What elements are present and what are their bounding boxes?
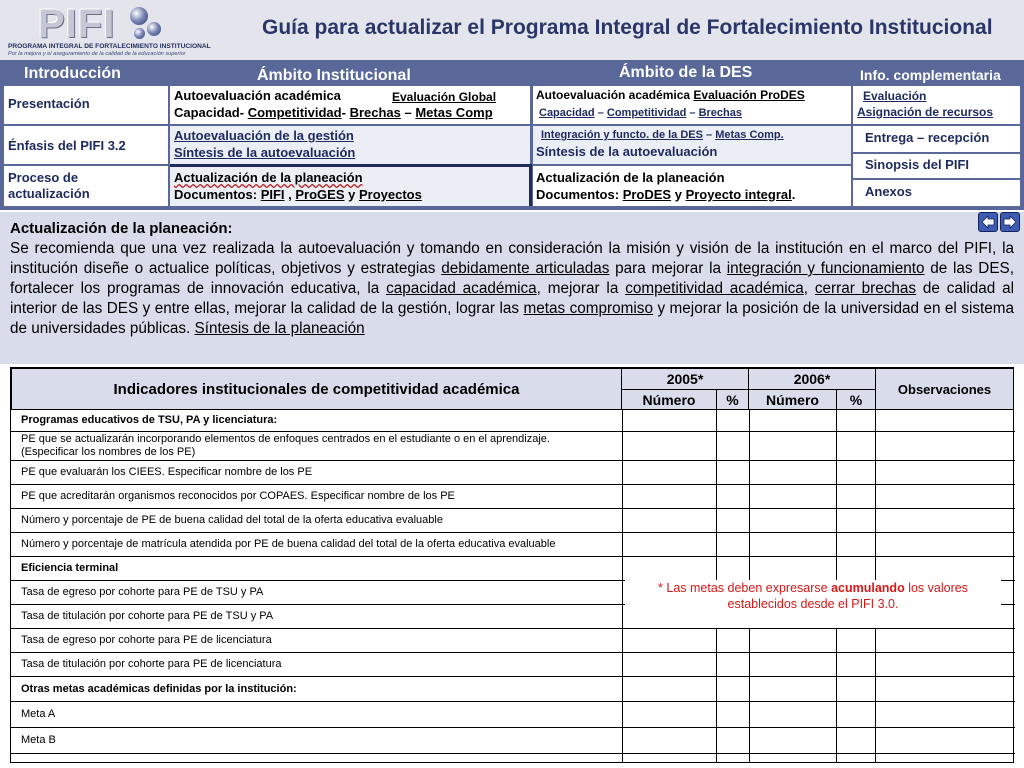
body-text-6: de calidad al interior de las DES y entre ellas, mejorar la calidad de la gestión, lograr las	[10, 280, 1014, 317]
row-label-text: Meta B	[21, 734, 56, 746]
link-integracion-funcionamiento[interactable]: integración y funcionamiento	[726, 260, 925, 277]
inst-autoevaluacion-academica[interactable]: Autoevaluación académica	[174, 88, 341, 103]
inst-capacidad[interactable]: Capacidad	[174, 105, 240, 120]
inst-brechas[interactable]: Brechas	[349, 105, 401, 120]
info-cell-evaluacion[interactable]	[853, 86, 1020, 124]
des-integracion-functo[interactable]: Integración y functo. de la DES	[541, 129, 703, 141]
year-2006-header: 2006*	[748, 368, 876, 390]
des-capacidad-row: Capacidad – Competitividad – Brechas	[539, 107, 742, 119]
row-label-text: PE que evaluarán los CIEES. Especificar nombre de los PE	[21, 466, 313, 478]
des-cell-autoevaluacion[interactable]	[533, 86, 851, 124]
row-label-text: Eficiencia terminal	[21, 562, 119, 574]
des-metas-comp[interactable]: Metas Comp.	[715, 129, 784, 141]
header-ambito-des[interactable]: Ámbito de la DES	[619, 64, 753, 81]
row-label	[11, 557, 622, 580]
row-label	[11, 581, 622, 604]
body-text-2: para mejorar la	[615, 260, 721, 277]
info-cell-anexos[interactable]	[853, 180, 1020, 206]
des-autoevaluacion-row	[536, 88, 805, 102]
des-cell-planeacion[interactable]	[533, 166, 851, 206]
section-title: Actualización de la planeación:	[10, 220, 233, 237]
link-evaluacion[interactable]: Evaluación	[863, 89, 927, 103]
link-debidamente-articuladas[interactable]: debidamente articuladas	[441, 260, 610, 277]
table-row	[11, 728, 1015, 754]
logo-sphere-small	[134, 28, 145, 39]
table-row	[11, 461, 1015, 485]
inst-doc-proges[interactable]: ProGES	[295, 187, 345, 202]
intro-cell-proceso[interactable]	[4, 166, 168, 206]
table-row	[11, 677, 1015, 702]
previous-page-button[interactable]	[978, 212, 998, 232]
logo-word: PIFI	[38, 2, 116, 46]
table-row	[11, 653, 1015, 677]
des-cell-integracion[interactable]	[533, 126, 851, 164]
link-capacidad-academica[interactable]: capacidad académica	[386, 280, 537, 297]
des-documentos-row: Documentos: ProDES y Proyecto integral.	[536, 187, 796, 202]
header-info-complementaria[interactable]: Info. complementaria	[860, 67, 1001, 83]
section-body	[10, 239, 1014, 339]
des-doc-proyecto-integral[interactable]: Proyecto integral	[685, 187, 792, 202]
link-sintesis-planeacion[interactable]: Síntesis de la planeación	[194, 320, 365, 337]
table-row	[11, 557, 1015, 581]
des-integracion-row: Integración y functo. de la DES – Metas Comp.	[541, 129, 784, 141]
des-capacidad[interactable]: Capacidad	[539, 107, 595, 119]
row-label-text: PE que acreditarán organismos reconocidos por COPAES. Especificar nombre de los PE	[21, 490, 455, 502]
row-label-text: Tasa de titulación por cohorte para PE de licenciatura	[21, 658, 282, 670]
body-text-5: ,	[803, 280, 809, 297]
row-label	[11, 728, 622, 753]
des-doc-prodes[interactable]: ProDES	[622, 187, 672, 202]
row-label	[11, 653, 622, 676]
link-metas-compromiso[interactable]: metas compromiso	[523, 300, 653, 317]
inst-metas-comp[interactable]: Metas Comp	[415, 105, 493, 120]
inst-doc-proyectos[interactable]: Proyectos	[358, 187, 422, 202]
inst-actualizacion-planeacion[interactable]: Actualización de la planeación	[174, 170, 363, 185]
body-text-3: de las DES, fortalecer los programas de innovación educativa, la	[10, 260, 1015, 297]
logo-sphere-mid	[147, 22, 161, 36]
inst-cell-autoevaluacion[interactable]	[170, 86, 530, 124]
table-row	[11, 702, 1015, 728]
row-label-text: Tasa de egreso por cohorte para PE de TSU y PA	[21, 586, 264, 598]
row-label-text: Número y porcentaje de PE de buena calidad del total de la oferta educativa evaluable	[21, 514, 443, 526]
inst-cell-planeacion[interactable]	[170, 167, 529, 206]
pct-2005-header: %	[716, 389, 749, 410]
table-row	[11, 410, 1015, 432]
des-autoevaluacion-academica[interactable]: Autoevaluación académica	[536, 88, 691, 102]
inst-cell-gestion[interactable]	[170, 126, 530, 164]
body-text-4: , mejorar la	[536, 280, 619, 297]
inst-autoevaluacion-gestion[interactable]: Autoevaluación de la gestión	[174, 128, 354, 143]
link-presentacion[interactable]: Presentación	[8, 96, 90, 111]
link-proceso-line2[interactable]: actualización	[8, 186, 90, 201]
table-row	[11, 533, 1015, 557]
navigation-panel	[0, 60, 1024, 210]
table-note	[625, 580, 1001, 628]
link-competitividad-academica[interactable]: competitividad académica	[625, 280, 804, 297]
row-label-text: Otras metas académicas definidas por la institución:	[21, 682, 297, 695]
des-brechas[interactable]: Brechas	[698, 107, 742, 119]
link-sinopsis-pifi[interactable]: Sinopsis del PIFI	[865, 157, 970, 172]
row-label-text-2: (Especificar los nombres de los PE)	[21, 446, 196, 458]
column-divider	[622, 410, 623, 762]
row-label-text: Número y porcentaje de matrícula atendida por PE de buena calidad del total de la oferta educativa evaluable	[21, 538, 556, 550]
row-label	[11, 677, 622, 701]
info-cell-sinopsis[interactable]	[853, 154, 1020, 178]
inst-capacidad-row: Capacidad- Competitividad- Brechas – Metas Comp	[174, 105, 493, 120]
link-anexos[interactable]: Anexos	[865, 184, 912, 199]
inst-competitividad[interactable]: Competitividad	[247, 105, 342, 120]
year-2005-header: 2005*	[621, 368, 749, 390]
page-navigation	[978, 212, 1020, 234]
arrow-right-icon	[1003, 215, 1017, 229]
table-title-header: Indicadores institucionales de competitividad académica	[11, 368, 622, 410]
table-row	[11, 432, 1015, 461]
row-label	[11, 410, 622, 431]
row-label	[11, 605, 622, 628]
link-cerrar-brechas[interactable]: cerrar brechas	[814, 280, 917, 297]
numero-2005-header: Número	[621, 389, 717, 410]
row-label-text: Tasa de titulación por cohorte para PE de TSU y PA	[21, 610, 274, 622]
row-label	[11, 461, 622, 484]
pct-2006-header: %	[836, 389, 876, 410]
row-label-text: Meta A	[21, 708, 56, 720]
row-label	[11, 533, 622, 556]
pifi-logo	[4, 2, 211, 58]
link-proceso-line1[interactable]: Proceso de	[8, 170, 79, 185]
inst-evaluacion-global[interactable]: Evaluación Global	[392, 90, 497, 104]
des-actualizacion-planeacion[interactable]: Actualización de la planeación	[536, 170, 725, 185]
arrow-left-icon	[981, 215, 995, 229]
table-row	[11, 629, 1015, 653]
inst-documentos-label: Documentos:	[174, 187, 258, 202]
header-ambito-institucional[interactable]: Ámbito Institucional	[257, 67, 411, 84]
des-competitividad[interactable]: Competitividad	[606, 107, 687, 119]
info-cell-entrega[interactable]	[853, 126, 1020, 152]
header	[0, 0, 1024, 60]
next-page-button[interactable]	[1000, 212, 1020, 232]
body-text-1: Se recomienda que una vez realizada la autoevaluación y tomando en consideración la misión y visión de la institución en el marco del PIFI, la institución diseñe o actualice políticas, objetivos y estrategias	[10, 240, 1014, 277]
header-introduccion[interactable]: Introducción	[24, 65, 121, 82]
link-entrega-recepcion[interactable]: Entrega – recepción	[865, 130, 990, 145]
selected-tab-edge	[529, 164, 532, 206]
page-title: Guía para actualizar el Programa Integral de Fortalecimiento Institucional	[262, 16, 993, 39]
inst-sintesis-autoevaluacion[interactable]: Síntesis de la autoevaluación	[174, 145, 356, 160]
des-documentos-label: Documentos:	[536, 187, 620, 202]
logo-tagline: Por la mejora y el aseguramiento de la calidad de la educación superior	[8, 51, 186, 57]
inst-doc-pifi[interactable]: PIFI	[260, 187, 285, 202]
row-label-text: Tasa de egreso por cohorte para PE de licenciatura	[21, 634, 272, 646]
note-text-b: los valores establecidos desde el PIFI 3.0.	[727, 581, 968, 611]
row-label	[11, 432, 622, 460]
row-label	[11, 629, 622, 652]
des-evaluacion-prodes[interactable]: Evaluación ProDES	[693, 88, 805, 102]
row-label	[11, 702, 622, 727]
inst-documentos-row: Documentos: PIFI , ProGES y Proyectos	[174, 187, 422, 202]
indicators-table	[10, 367, 1014, 763]
table-row	[11, 509, 1015, 533]
logo-subtitle: PROGRAMA INTEGRAL DE FORTALECIMIENTO INSTITUCIONAL	[8, 43, 211, 50]
intro-cell-enfasis[interactable]	[4, 126, 168, 164]
note-text-a: * Las metas deben expresarse	[658, 581, 828, 595]
des-sintesis-autoevaluacion[interactable]: Síntesis de la autoevaluación	[536, 144, 718, 159]
intro-cell-presentacion[interactable]	[4, 86, 168, 124]
body-text-7: y mejorar la posición de la universidad en el sistema de universidades públicas.	[10, 300, 1015, 337]
row-label-text: PE que se actualizarán incorporando elementos de enfoques centrados en el estudiante o en el aprendizaje.	[21, 433, 550, 445]
row-label	[11, 509, 622, 532]
logo-sphere-large	[130, 7, 148, 25]
observaciones-header: Observaciones	[875, 368, 1014, 410]
link-enfasis-pifi[interactable]: Énfasis del PIFI 3.2	[8, 138, 126, 153]
row-label-text: Programas educativos de TSU, PA y licenciatura:	[21, 414, 278, 426]
table-row	[11, 485, 1015, 509]
description-panel	[0, 210, 1024, 364]
note-emphasis: acumulando	[831, 581, 905, 595]
numero-2006-header: Número	[748, 389, 837, 410]
link-asignacion-recursos[interactable]: Asignación de recursos	[857, 105, 994, 119]
row-label	[11, 485, 622, 508]
